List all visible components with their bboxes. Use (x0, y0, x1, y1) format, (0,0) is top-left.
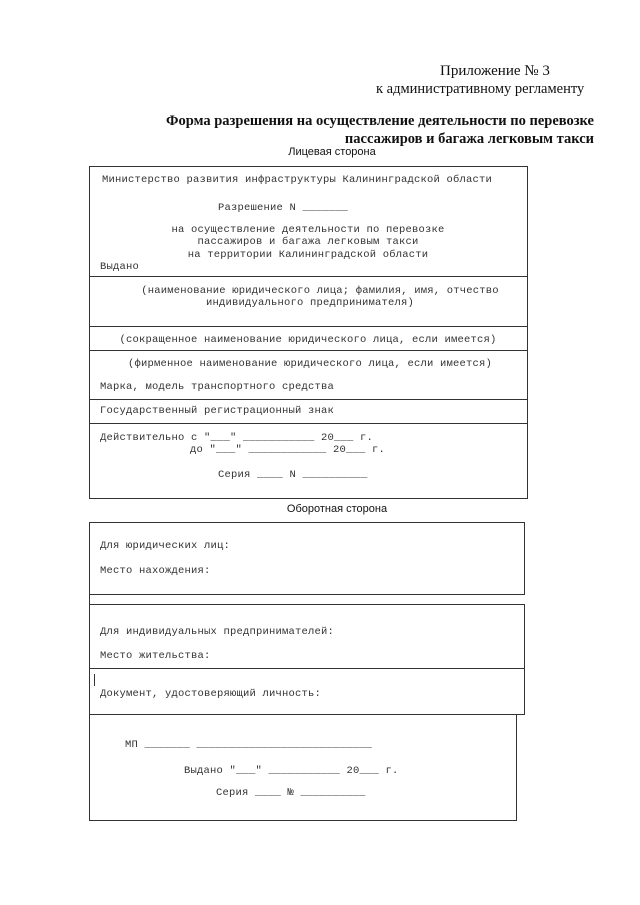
back-left-border (89, 522, 90, 820)
back-right-border (524, 604, 525, 714)
divider (89, 594, 525, 595)
residence-label: Место жительства: (100, 650, 211, 662)
stamp-signature-line: МП _______ ___________________________ (125, 739, 373, 751)
divider (89, 326, 527, 327)
name-hint-line1: (наименование юридического лица; фамилия, имя, отчество (141, 285, 499, 297)
divider (89, 276, 527, 277)
front-side-label: Лицевая сторона (288, 146, 376, 158)
vehicle-model-label: Марка, модель транспортного средства (100, 381, 335, 393)
permit-number: Разрешение N _______ (218, 202, 349, 214)
purpose-line2: пассажиров и багажа легковым такси (197, 236, 419, 248)
valid-to: до "___" ____________ 20___ г. (190, 444, 386, 456)
divider (89, 604, 525, 605)
margin-mark (94, 674, 95, 686)
form-title-line2: пассажиров и багажа легковым такси (344, 131, 594, 147)
annex-number: Приложение № 3 (440, 63, 550, 79)
form-title (150, 112, 594, 148)
short-name-hint: (сокращенное наименование юридического лица, если имеется) (119, 334, 497, 346)
ministry-name: Министерство развития инфраструктуры Калининградской области (102, 174, 493, 186)
brand-name-hint: (фирменное наименование юридического лица, если имеется) (127, 358, 493, 370)
front-series-number: Серия ____ N __________ (218, 469, 368, 481)
legal-entities-label: Для юридических лиц: (100, 540, 231, 552)
purpose-line3: на территории Калининградской области (187, 249, 429, 261)
name-hint-line2: индивидуального предпринимателя) (205, 297, 415, 309)
back-right-border (524, 522, 525, 594)
annex-reference: к административному регламенту (376, 81, 585, 97)
purpose-line1: на осуществление деятельности по перевозке (171, 224, 445, 236)
back-bottom-border (89, 820, 517, 821)
location-label: Место нахождения: (100, 565, 211, 577)
divider (89, 714, 525, 715)
registration-plate-label: Государственный регистрационный знак (100, 405, 335, 417)
back-side-label: Оборотная сторона (286, 503, 388, 515)
back-top-border (89, 522, 525, 523)
issued-to-label: Выдано (100, 261, 140, 273)
back-issued-date: Выдано "___" ___________ 20___ г. (184, 765, 399, 777)
back-right-border (516, 714, 517, 820)
valid-from: Действительно с "___" ___________ 20___ г. (100, 432, 374, 444)
individuals-label: Для индивидуальных предпринимателей: (100, 626, 335, 638)
divider (89, 399, 527, 400)
form-title-line1: Форма разрешения на осуществление деятельности по перевозке (166, 113, 594, 129)
back-series-number: Серия ____ № __________ (216, 787, 366, 799)
divider (89, 668, 525, 669)
identity-document-label: Документ, удостоверяющий личность: (100, 688, 322, 700)
divider (89, 423, 527, 424)
divider (89, 350, 527, 351)
